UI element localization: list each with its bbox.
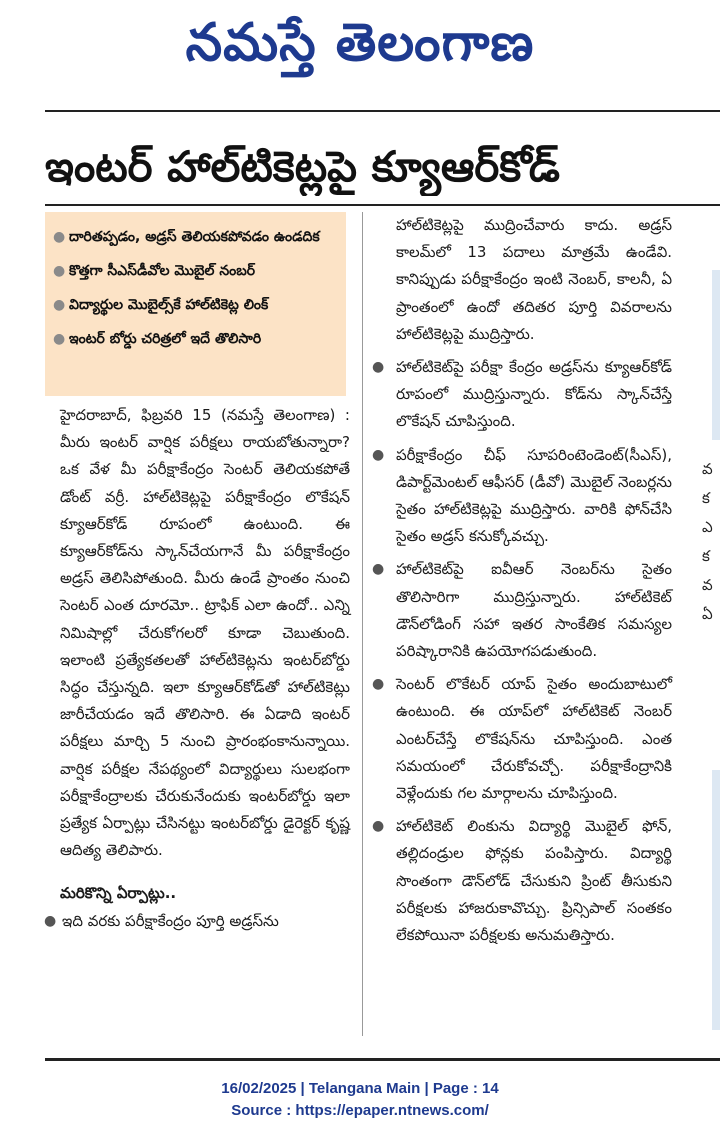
bullet-icon: ● xyxy=(53,263,66,279)
highlights-box xyxy=(45,212,346,396)
top-divider xyxy=(45,110,720,112)
bullet-icon: ● xyxy=(53,331,66,347)
fragment-char: క xyxy=(702,489,710,507)
list-item xyxy=(372,671,672,807)
highlight-text: కొత్తగా సీఎస్‌డీవోల మొబైల్ నంబర్ xyxy=(69,263,256,279)
list-item xyxy=(372,813,672,949)
adjacent-article-fragment xyxy=(702,455,720,755)
page-footer xyxy=(0,1078,720,1122)
fragment-char: వ xyxy=(702,460,713,478)
highlight-item xyxy=(53,322,338,356)
adjacent-article-edge xyxy=(712,770,720,1030)
newspaper-title: నమస్తే తెలంగాణ xyxy=(185,12,535,73)
section-subhead: మరికొన్ని ఏర్పాట్లు.. xyxy=(60,884,177,903)
highlight-text: ఇంటర్ బోర్డు చరిత్రలో ఇదే తొలిసారి xyxy=(69,331,262,347)
fragment-char: క xyxy=(702,547,710,565)
list-item-text: హాల్‌టికెట్‌పై పరీక్షా కేంద్రం అడ్రస్‌ను క్యూఆర్‌కోడ్ రూపంలో ముద్రిస్తున్నారు. కోడ్‌ను స్కాన్‌చేస్తే లొకేషన్ చూపిస్తుంది. xyxy=(396,358,672,431)
source-link[interactable]: Source : https://epaper.ntnews.com/ xyxy=(231,1102,489,1119)
adjacent-article-edge xyxy=(712,270,720,440)
fragment-char: ఏ xyxy=(702,605,713,623)
bullet-icon: ● xyxy=(372,446,385,463)
list-item xyxy=(372,442,672,551)
list-item-text: ఇది వరకు పరీక్షాకేంద్రం పూర్తి అడ్రస్‌ను xyxy=(62,912,279,931)
list-item xyxy=(372,556,672,665)
bullet-icon: ● xyxy=(44,913,57,930)
bullet-icon: ● xyxy=(53,229,66,245)
bullet-icon: ● xyxy=(372,818,385,835)
highlight-item xyxy=(53,220,338,254)
list-item xyxy=(44,908,350,935)
bottom-divider xyxy=(45,1058,720,1061)
highlight-item xyxy=(53,288,338,322)
list-item-text: సెంటర్ లొకేటర్ యాప్ సైతం అందుబాటులో ఉంటుంది. ఈ యాప్‌లో హాల్‌టికెట్ నెంబర్ ఎంటర్‌చేస్తే లొకేషన్‌ను చూపిస్తుంది. ఎంత సమయంలో చేరుకోవచ్చో. పరీక్షాకేంద్రానికి వెళ్లేందుకు గల మార్గాలను చూపిస్తుంది. xyxy=(396,675,672,803)
highlight-text: దారితప్పడం, అడ్రస్ తెలియకపోవడం ఉండదిక xyxy=(69,229,320,245)
highlight-text: విద్యార్థుల మొబైల్స్‌కే హాల్‌టికెట్ల లింక్ xyxy=(69,297,269,313)
bullet-icon: ● xyxy=(372,561,385,578)
bullet-icon: ● xyxy=(372,359,385,376)
right-column xyxy=(372,212,672,949)
article-headline: ఇంటర్ హాల్‌టికెట్లపై క్యూఆర్‌కోడ్ xyxy=(45,142,561,191)
fragment-char: వ xyxy=(702,576,713,594)
list-item-text: పరీక్షాకేంద్రం చీఫ్ సూపరింటెండెంట్(సీఎస్), డిపార్ట్‌మెంటల్ ఆఫీసర్ (డీవో) మొబైల్ నెంబర్లను సైతం హాల్‌టికెట్లపై ముద్రిస్తారు. వారికి ఫోన్‌చేసి సైతం అడ్రస్ కనుక్కోవచ్చు. xyxy=(396,445,672,546)
list-item-text: హాల్‌టికెట్‌పై ఐవీఆర్ నెంబర్‌ను సైతం తొలిసారిగా ముద్రిస్తున్నారు. హాల్‌టికెట్ డౌన్‌లోడింగ్ సహా ఇతర సాంకేతిక సమస్యల పరిష్కారానికి ఉపయోగపడుతుంది. xyxy=(396,560,672,661)
masthead xyxy=(0,0,720,86)
headline-divider xyxy=(45,204,720,206)
list-item xyxy=(372,354,672,436)
fragment-char: ఎ xyxy=(702,518,713,536)
list-item-text: హాల్‌టికెట్ లింకును విద్యార్థి మొబైల్ ఫోన్, తల్లిదండ్రుల ఫోన్లకు పంపిస్తారు. విద్యార్థి సొంతంగా డౌన్‌లోడ్ చేసుకుని ప్రింట్ తీసుకుని పరీక్షలకు హాజరుకావొచ్చు. ప్రిన్సిపాల్ సంతకం లేకపోయినా పరీక్షలకు అనుమతిస్తారు. xyxy=(396,817,672,945)
bullet-icon: ● xyxy=(372,676,385,693)
left-column xyxy=(44,402,350,936)
continued-text: హాల్‌టికెట్లపై ముద్రించేవారు కాదు. అడ్రస్ కాలమ్‌లో 13 పదాలు మాత్రమే ఉండేవి. కానిప్పుడు పరీక్షాకేంద్రం ఇంటి నెంబర్, కాలనీ, ఏ ప్రాంతంలో ఉందో తదితర పూర్తి వివరాలను హాల్‌టికెట్లపై ముద్రిస్తారు. xyxy=(396,216,672,343)
column-divider xyxy=(362,212,363,1036)
article-body: హైదరాబాద్, ఫిబ్రవరి 15 (నమస్తే తెలంగాణ) : మీరు ఇంటర్ వార్షిక పరీక్షలు రాయబోతున్నారా? ఒక వేళ మీ పరీక్షాకేంద్రం సెంటర్ తెలియకపోతే డోంట్ వర్రీ. హాల్‌టికెట్లపై పరీక్షాకేంద్రం లొకేషన్ క్యూఆర్‌కోడ్ రూపంలో ఉంటుంది. ఈ క్యూఆర్‌కోడ్‌ను స్కాన్‌చేయగానే మీ పరీక్షాకేంద్రం అడ్రస్ తెలిసిపోతుంది. మీరు ఉండే ప్రాంతం నుంచి సెంటర్ ఎంత దూరమో.. ట్రాఫిక్ ఎలా ఉందో.. ఎన్ని నిమిషాల్లో చేరుకోగలరో కూడా చెబుతుంది. ఇలాంటి ప్రత్యేకతలతో హాల్‌టికెట్లను ఇంటర్‌బోర్డు సిద్ధం చేస్తున్నది. ఇలా క్యూఆర్‌కోడ్‌తో హాల్‌టికెట్లు జారీచేయడం ఇదే తొలిసారి. ఈ ఏడాది ఇంటర్ పరీక్షలు మార్చి 5 నుంచి ప్రారంభంకానున్నాయి. వార్షిక పరీక్షల నేపథ్యంలో విద్యార్థులు సులభంగా పరీక్షాకేంద్రాలకు చేరుకునేందుకు ఇంటర్‌బోర్డు ఇలా ప్రత్యేక ఏర్పాట్లు చేసినట్టు ఇంటర్‌బోర్డు డైరెక్టర్ కృష్ణ ఆదిత్య తెలిపారు. xyxy=(60,406,350,860)
edition-info: 16/02/2025 | Telangana Main | Page : 14 xyxy=(221,1080,499,1097)
bullet-icon: ● xyxy=(53,297,66,313)
highlight-item xyxy=(53,254,338,288)
